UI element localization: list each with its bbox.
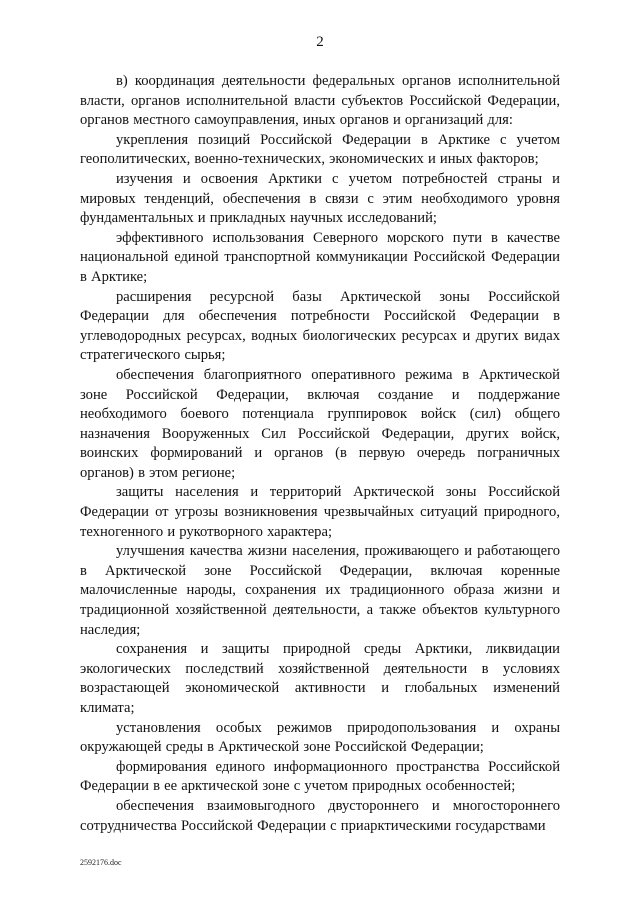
paragraph-research: изучения и освоения Арктики с учетом потребностей страны и мировых тенденций, обеспечения в связи с этим необходимого уровня фундаментальных и прикладных научных исследований; xyxy=(80,170,560,227)
paragraph-population-protection: защиты населения и территорий Арктической зоны Российской Федерации от угрозы возникновения чрезвычайных ситуаций природного, техногенного и рукотворного характера; xyxy=(80,484,560,540)
paragraph-resource-base: расширения ресурсной базы Арктической зоны Российской Федерации для обеспечения потребности Российской Федерации в углеводородных ресурсах, водных биологических ресурсах и других видах стратегического сырья; xyxy=(80,288,560,364)
paragraph-quality-of-life: улучшения качества жизни населения, проживающего и работающего в Арктической зоне Российской Федерации, включая коренные малочисленные народы, сохранения их традиционного образа жизни и традиционной хозяйственной деятельности, а также объектов культурного наследия; xyxy=(80,543,560,638)
paragraph-coordination: в) координация деятельности федеральных органов исполнительной власти, органов исполнительной власти субъектов Российской Федерации, органов местного самоуправления, иных органов и организаций для: xyxy=(80,73,560,129)
paragraph-positions: укрепления позиций Российской Федерации в Арктике с учетом геополитических, военно-технических, экономических и иных факторов; xyxy=(80,131,560,168)
footer-filename: 2592176.doc xyxy=(80,858,122,867)
paragraph-environment: сохранения и защиты природной среды Арктики, ликвидации экологических последствий хозяйственной деятельности в условиях возрастающей экономической активности и глобальных изменений климата; xyxy=(80,641,560,716)
page-number: 2 xyxy=(316,34,324,50)
paragraph-cooperation: обеспечения взаимовыгодного двустороннего и многостороннего сотрудничества Российской Федерации с приарктическими государствами xyxy=(80,797,560,834)
document-body xyxy=(80,72,560,836)
paragraph-information-space: формирования единого информационного пространства Российской Федерации в ее арктической зоне с учетом природных особенностей; xyxy=(80,758,560,795)
paragraph-nature-management: установления особых режимов природопользования и охраны окружающей среды в Арктической зоне Российской Федерации; xyxy=(80,719,560,756)
paragraph-operational-regime: обеспечения благоприятного оперативного режима в Арктической зоне Российской Федерации, включая создание и поддержание необходимого боевого потенциала группировок войск (сил) общего назначения Вооруженных Сил Российской Федерации, других войск, воинских формирований и органов (в первую очередь пограничных органов) в этом регионе; xyxy=(80,366,560,481)
paragraph-northern-sea-route: эффективного использования Северного морского пути в качестве национальной единой транспортной коммуникации Российской Федерации в Арктике; xyxy=(80,229,560,285)
